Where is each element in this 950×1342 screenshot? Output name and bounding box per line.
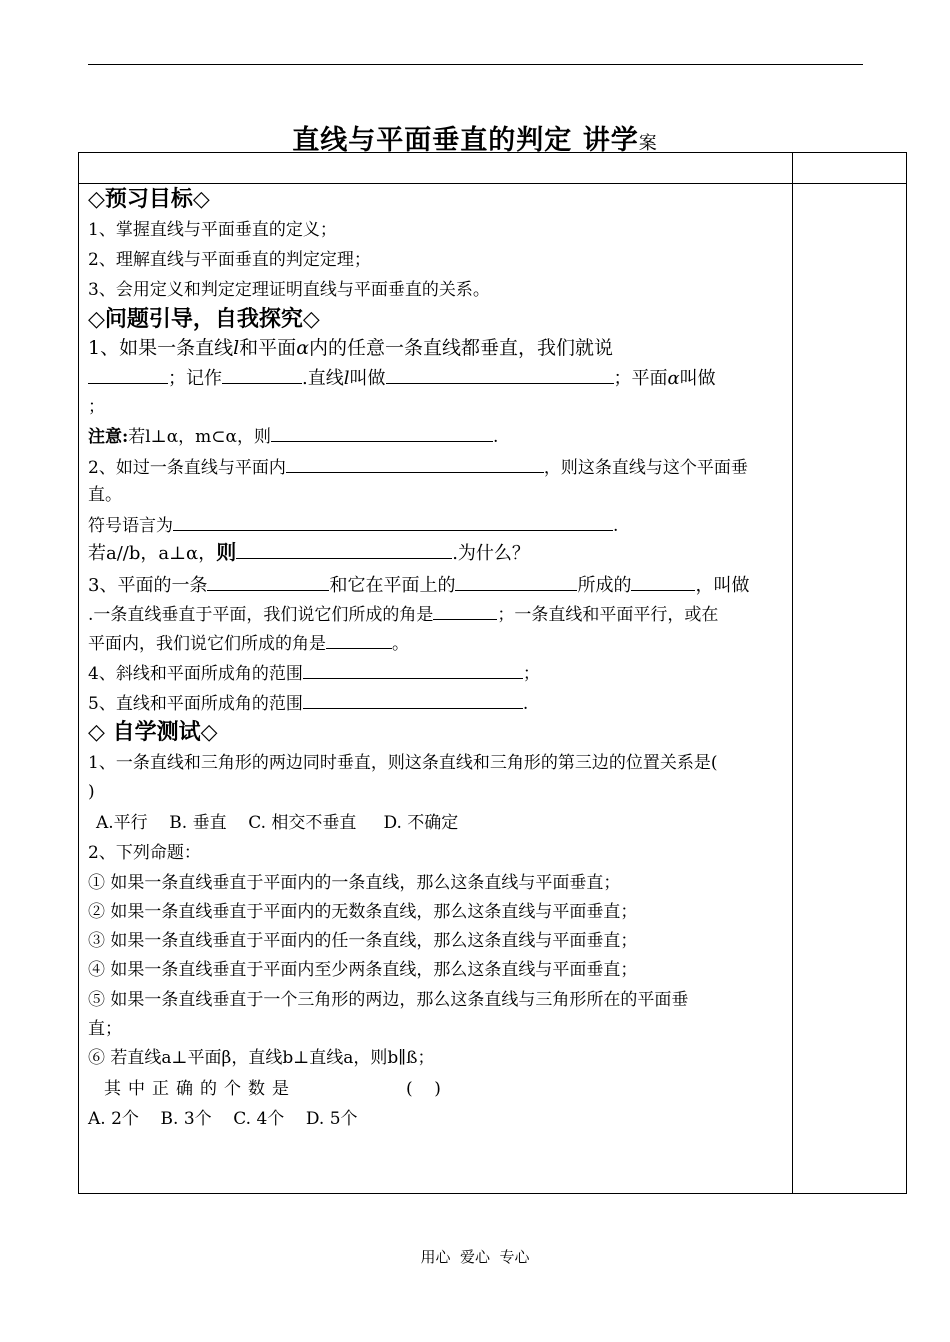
goal-item-3: 3、会用定义和判定定理证明直线与平面垂直的关系。 (88, 280, 490, 300)
blank-field[interactable] (286, 454, 544, 473)
blank-field[interactable] (173, 512, 613, 531)
proposition-4: ④ 如果一条直线垂直于平面内至少两条直线，那么这条直线与平面垂直； (88, 960, 638, 980)
goal-item-1: 1、掌握直线与平面垂直的定义； (88, 220, 337, 240)
blank-field[interactable] (207, 572, 329, 591)
blank-field[interactable] (386, 365, 614, 384)
q2-if-line: 若a//b，a⊥α，则 .为什么？ (88, 540, 530, 564)
q1-line3: ； (88, 397, 105, 417)
blank-field[interactable] (222, 365, 302, 384)
q2-line1: 2、如过一条直线与平面内 ，则这条直线与这个平面垂 (88, 454, 748, 480)
test-q1-options: A.平行 B. 垂直 C. 相交不垂直 D. 不确定 (96, 813, 459, 833)
goals-heading: ◇预习目标◇ (88, 186, 210, 212)
proposition-1: ① 如果一条直线垂直于平面内的一条直线，那么这条直线与平面垂直； (88, 873, 621, 893)
proposition-3: ③ 如果一条直线垂直于平面内的任一条直线，那么这条直线与平面垂直； (88, 931, 638, 951)
proposition-6: ⑥ 若直线a⊥平面β，直线b⊥直线a，则b∥ß； (88, 1048, 435, 1068)
test-q1-line2: ) (88, 782, 95, 802)
title-small: 案 (638, 133, 658, 154)
blank-field[interactable] (326, 630, 392, 649)
blank-field[interactable] (236, 540, 452, 559)
count-question: 其中正确的个数是 ( ) (104, 1079, 441, 1099)
goal-item-2: 2、理解直线与平面垂直的判定定理； (88, 250, 371, 270)
q5-line: 5、直线和平面所成角的范围 . (88, 690, 528, 716)
blank-field[interactable] (455, 572, 577, 591)
test-q1-line1: 1、一条直线和三角形的两边同时垂直，则这条直线和三角形的第三边的位置关系是( (88, 753, 718, 773)
test-q2-intro: 2、下列命题： (88, 843, 201, 863)
header-row-divider (79, 183, 906, 184)
explore-heading: ◇问题引导，自我探究◇ (88, 306, 320, 332)
note-line: 注意:若l⊥α，m⊂α，则 . (88, 423, 498, 449)
q2-line2: 直。 (88, 485, 122, 505)
q2-symbol-line: 符号语言为 . (88, 512, 618, 538)
blank-field[interactable] (88, 365, 168, 384)
q3-line3: 平面内，我们说它们所成的角是 。 (88, 630, 409, 656)
blank-field[interactable] (303, 660, 523, 679)
blank-field[interactable] (271, 423, 493, 442)
q4-line: 4、斜线和平面所成角的范围 ； (88, 660, 540, 686)
blank-field[interactable] (631, 572, 695, 591)
proposition-5-cont: 直； (88, 1019, 122, 1039)
column-divider (792, 153, 793, 1193)
blank-field[interactable] (303, 690, 523, 709)
proposition-2: ② 如果一条直线垂直于平面内的无数条直线，那么这条直线与平面垂直； (88, 902, 638, 922)
q3-line2: .一条直线垂直于平面，我们说它们所成的角是 ；一条直线和平面平行，或在 (88, 601, 718, 627)
title-main: 直线与平面垂直的判定 讲学 (292, 125, 639, 156)
proposition-5: ⑤ 如果一条直线垂直于一个三角形的两边，那么这条直线与三角形所在的平面垂 (88, 990, 689, 1010)
q3-line1: 3、平面的一条 和它在平面上的 所成的 ，叫做 (88, 572, 749, 598)
test-q2-options: A. 2个 B. 3个 C. 4个 D. 5个 (88, 1109, 358, 1129)
blank-field[interactable] (433, 601, 497, 620)
q1-line2: ；记作 .直线l叫做 ；平面α叫做 (88, 365, 716, 391)
header-rule (88, 64, 863, 65)
test-heading: ◇ 自学测试◇ (88, 719, 218, 745)
page-footer: 用心 爱心 专心 (420, 1248, 530, 1266)
q1-line1: 1、如果一条直线l和平面α内的任意一条直线都垂直，我们就说 (88, 337, 614, 359)
